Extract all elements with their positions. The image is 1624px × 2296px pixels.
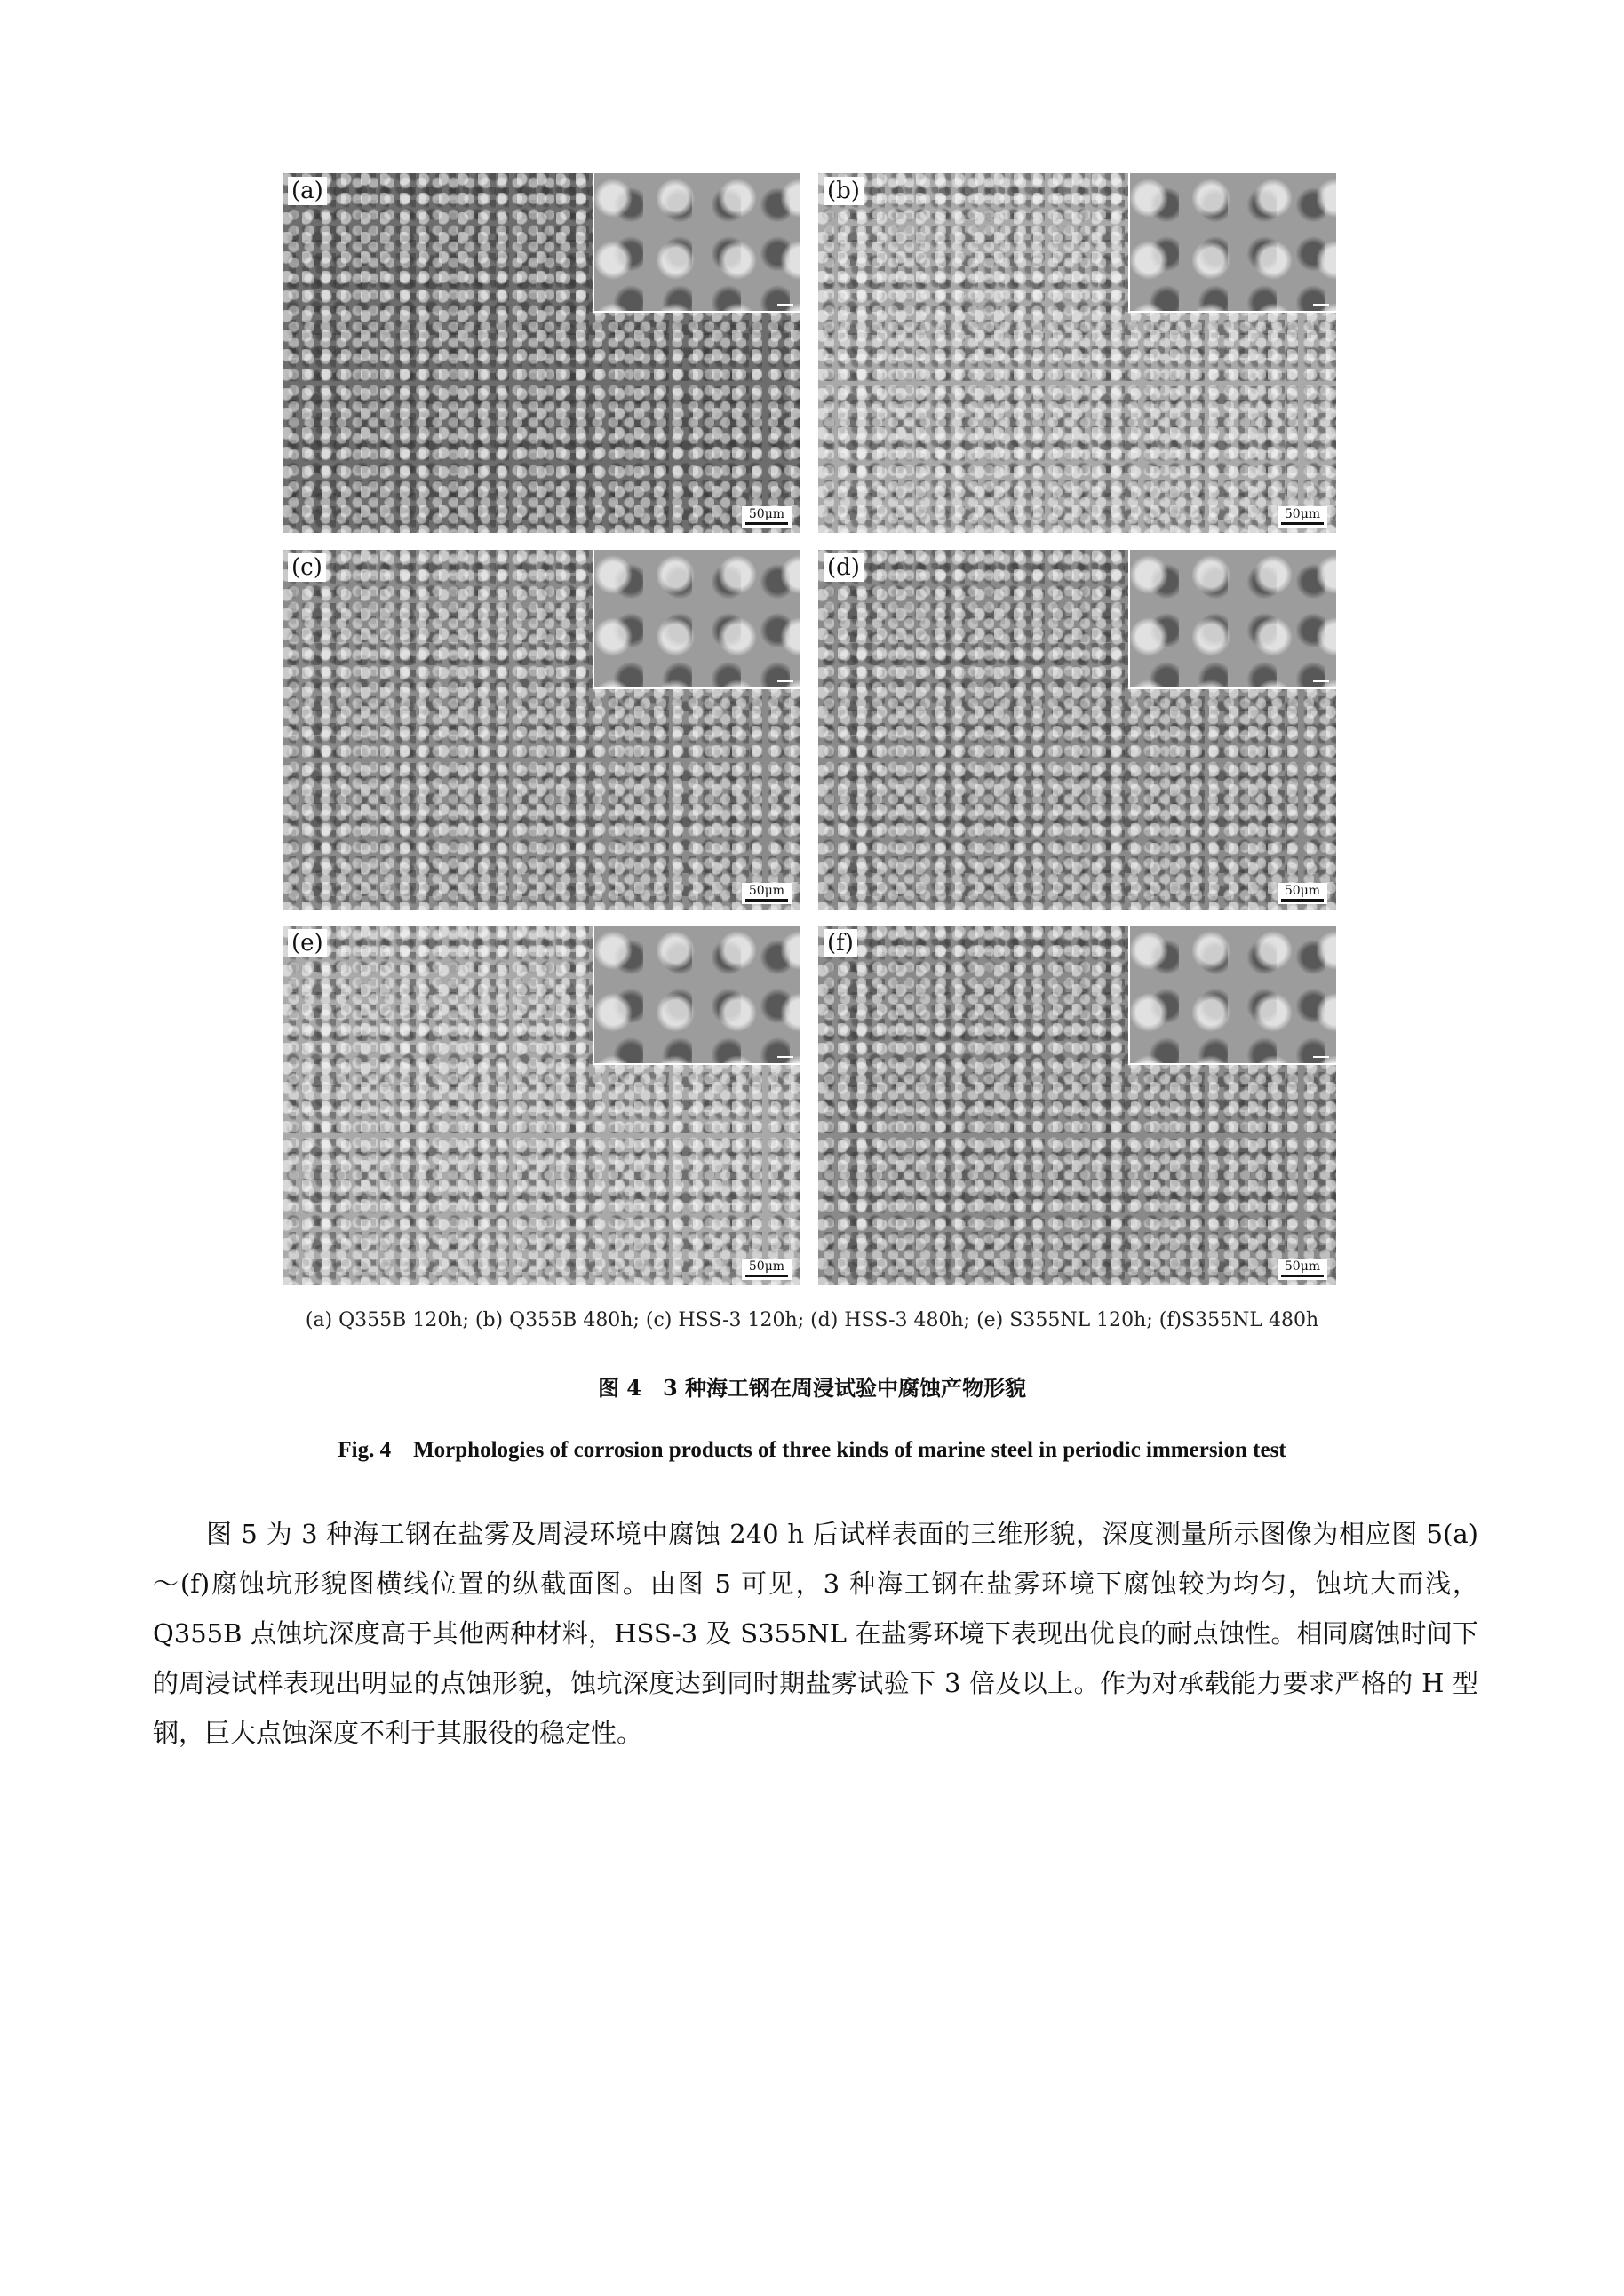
inset-scale-bar (1313, 680, 1329, 682)
panel-label: (c) (288, 553, 326, 582)
scale-bar: 50μm (742, 1259, 792, 1280)
figure-subcaption: (a) Q355B 120h; (b) Q355B 480h; (c) HSS-3 120h; (d) HSS-3 480h; (e) S355NL 120h; (f)S355NL 480h (305, 1309, 1319, 1331)
sem-panel-e (283, 926, 800, 1285)
scale-bar: 50μm (1278, 1259, 1327, 1280)
figure-grid (283, 173, 1336, 1285)
inset-scale-bar (1313, 304, 1329, 306)
scale-bar: 50μm (742, 506, 792, 528)
panel-label: (d) (824, 553, 864, 582)
inset-image (593, 550, 800, 689)
inset-image (1128, 173, 1336, 313)
panel-label: (f) (824, 929, 857, 957)
inset-scale-bar (1313, 1056, 1329, 1058)
inset-image (593, 173, 800, 313)
scale-bar: 50μm (1278, 883, 1327, 904)
panel-label: (e) (288, 929, 327, 957)
sem-panel-f (818, 926, 1336, 1285)
inset-image (1128, 926, 1336, 1065)
sem-panel-c (283, 550, 800, 910)
inset-scale-bar (777, 680, 793, 682)
sem-panel-d (818, 550, 1336, 910)
figure-caption-cn: 图 4 3 种海工钢在周浸试验中腐蚀产物形貌 (597, 1375, 1027, 1401)
body-paragraph: 图 5 为 3 种海工钢在盐雾及周浸环境中腐蚀 240 h 后试样表面的三维形貌，深度测量所示图像为相应图 5(a)～(f)腐蚀坑形貌图横线位置的纵截面图。由图 5 可见，3 种海工钢在盐雾环境下腐蚀较为均匀，蚀坑大而浅，Q355B 点蚀坑深度高于其他两种材料，HSS-3 及 S355NL 在盐雾环境下表现出优良的耐点蚀性。相同腐蚀时间下的周浸试样表现出明显的点蚀形貌，蚀坑深度达到同时期盐雾试验下 3 倍及以上。作为对承载能力要求严格的 H 型钢，巨大点蚀深度不利于其服役的稳定性。 (153, 1519, 1478, 1748)
inset-scale-bar (777, 304, 793, 306)
inset-image (593, 926, 800, 1065)
inset-scale-bar (777, 1056, 793, 1058)
scale-bar: 50μm (1278, 506, 1327, 528)
figure-caption-en: Fig. 4 Morphologies of corrosion products of three kinds of marine steel in periodic immersion test (338, 1438, 1286, 1462)
inset-image (1128, 550, 1336, 689)
sem-panel-a (283, 173, 800, 533)
scale-bar: 50μm (742, 883, 792, 904)
panel-label: (b) (824, 177, 864, 205)
panel-label: (a) (288, 177, 327, 205)
sem-panel-b (818, 173, 1336, 533)
